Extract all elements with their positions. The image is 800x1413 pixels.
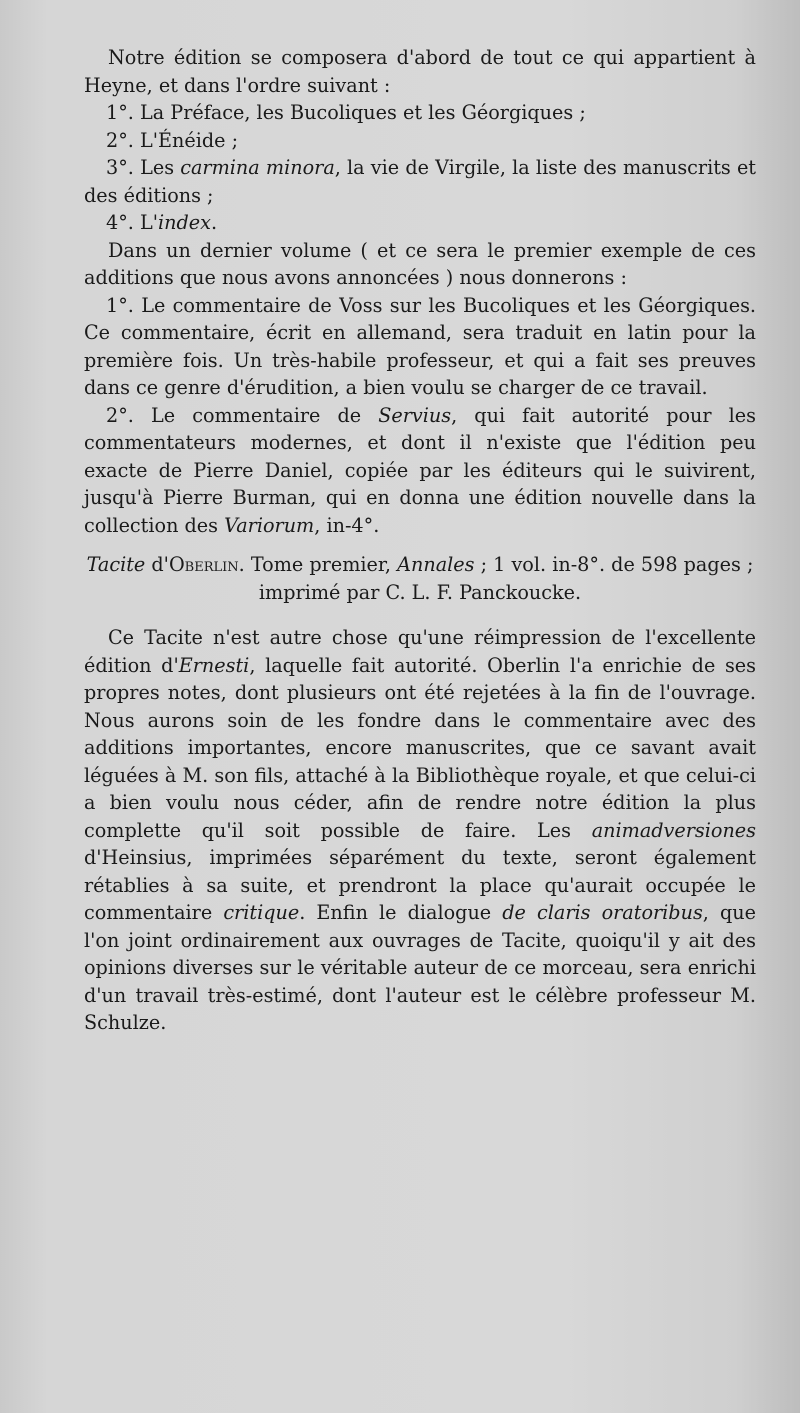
entry-printer: imprimé par C. L. F. Panckoucke. <box>258 580 582 604</box>
volume-item-1: 1°. Le commentaire de Voss sur les Bucoliques et les Géorgiques. Ce commentaire, écrit en allemand, sera traduit en latin pour la première fois. Un très-habile professeur, et qui a fait ses preuves dans ce genre d'érudition, a bien voulu se charger de ce travail. <box>84 293 757 399</box>
list-item-4: 4°. L'index. <box>106 211 218 234</box>
entry-heading: Tacite d'Oberlin. Tome premier, Annales ; 1 vol. in-8°. de 598 pages ; <box>86 553 754 576</box>
tacite-paragraph: Ce Tacite n'est autre chose qu'une réimpression de l'excellente édition d'Ernesti, laquelle fait autorité. Oberlin l'a enrichie de ses propres notes, dont plusieurs ont été rejetées à la fin de l'ouvrage. Nous aurons soin de les fondre dans le commentaire avec des additions importantes, encore manuscrites, que ce savant avait léguées à M. son fils, attaché à la Bibliothèque royale, et que celui-ci a bien voulu nous céder, afin de rendre notre édition la plus complette qu'il soit possible de faire. Les animadversiones d'Heinsius, imprimées séparément du texte, seront également rétablies à sa suite, et prendront la place qu'aurait occupée le commentaire critique. Enfin le dialogue de claris oratoribus, que l'on joint ordinairement aux ouvrages de Tacite, quoiqu'il y ait des opinions diverses sur le véritable auteur de ce morceau, sera enrichi d'un travail très-estimé, dont l'auteur est le célèbre professeur M. Schulze. <box>84 626 756 1034</box>
text-block <box>84 44 756 1037</box>
list-item-2: 2°. L'Énéide ; <box>106 128 239 152</box>
intro-text: Notre édition se composera d'abord de tout ce qui appartient à Heyne, et dans l'ordre suivant : <box>84 46 756 97</box>
volume-item-2: 2°. Le commentaire de Servius, qui fait autorité pour les commentateurs modernes, et dont il n'existe que l'édition peu exacte de Pierre Daniel, copiée par les éditeurs qui le suivirent, jusqu'à Pierre Burman, qui en donna une édition nouvelle dans la collection des Variorum, in-4°. <box>84 403 756 537</box>
last-volume-paragraph: Dans un dernier volume ( et ce sera le premier exemple de ces additions que nous avons annoncées ) nous donnerons : <box>84 238 756 289</box>
list-item-1: 1°. La Préface, les Bucoliques et les Géorgiques ; <box>106 101 586 124</box>
intro-paragraph <box>84 44 756 99</box>
list-item-3: 3°. Les carmina minora, la vie de Virgile, la liste des manuscrits et des éditions ; <box>84 156 757 207</box>
